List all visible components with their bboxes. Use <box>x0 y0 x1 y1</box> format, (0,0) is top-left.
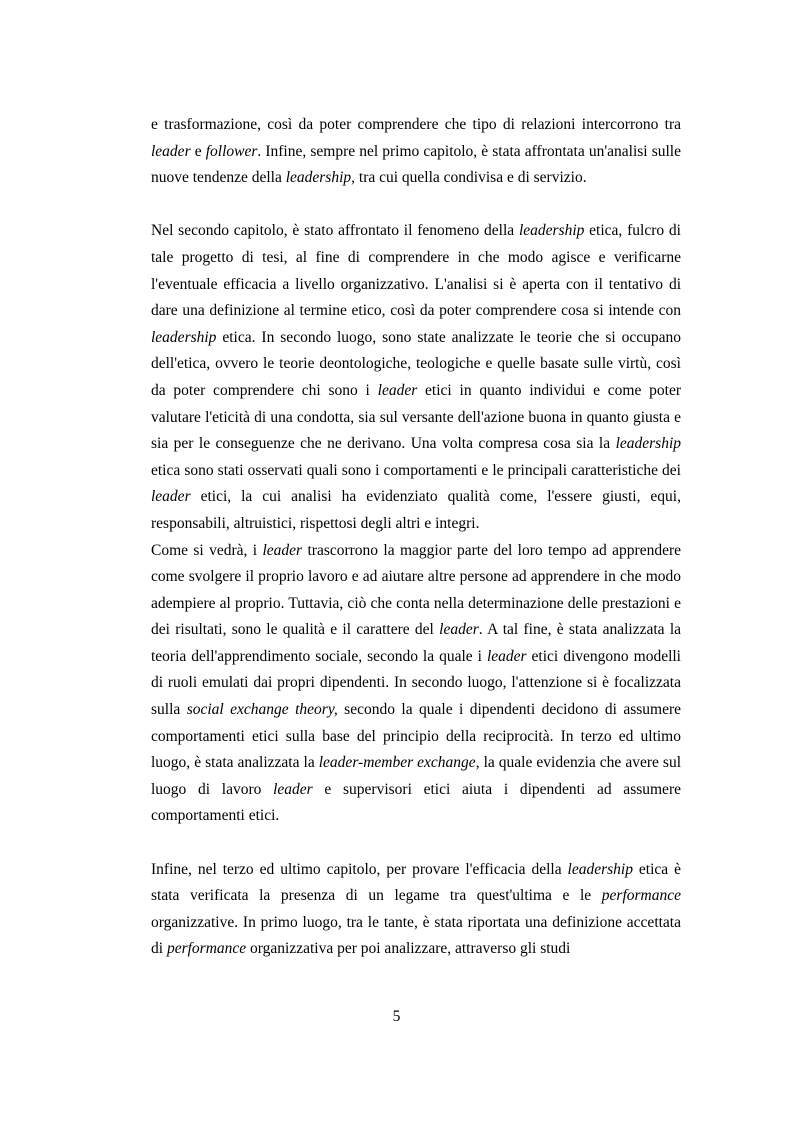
italic-term: leadership <box>615 435 681 453</box>
italic-term: social exchange theory, <box>186 701 338 719</box>
text-run: etici in quanto individui e come poter valutare l'eticità di una condotta, sia sul versante dell'azione buona in quanto giusta e sia per le conseguenze che ne derivano. Una volta compresa cosa sia la <box>151 381 681 453</box>
text-run: etica sono stati osservati quali sono i comportamenti e le principali caratteristiche dei <box>151 461 681 479</box>
text-run: . Infine, sempre nel primo capitolo, è stata affrontata un'analisi sulle nuove tendenze della <box>151 142 681 187</box>
text-run: , tra cui quella condivisa e di servizio. <box>351 169 587 187</box>
paragraph-4 <box>151 857 681 963</box>
italic-term: leadership <box>518 222 585 240</box>
paragraph-3 <box>151 538 681 831</box>
italic-term: leader <box>486 647 527 665</box>
text-run: organizzativa per poi analizzare, attraverso gli studi <box>246 940 571 958</box>
text-run: e supervisori etici aiuta i dipendenti ad assumere comportamenti etici. <box>151 780 681 825</box>
text-run: Nel secondo capitolo, è stato affrontato il fenomeno della <box>151 222 519 240</box>
text-run: , la quale evidenzia che avere sul luogo di lavoro <box>151 754 682 798</box>
italic-term: leader-member exchange <box>318 754 476 772</box>
text-run: etica è stata verificata la presenza di un legame tra quest'ultima e le <box>151 860 682 905</box>
body-text <box>151 112 681 963</box>
text-run: secondo la quale i dipendenti decidono di assumere comportamenti etici sulla base del principio della reciprocità. In terzo ed ultimo luogo, è stata analizzata la <box>151 701 682 772</box>
italic-term: leader <box>273 780 313 798</box>
paragraph-2 <box>151 218 681 537</box>
italic-term: performance <box>601 887 681 905</box>
text-run: e trasformazione, così da poter comprendere che tipo di relazioni intercorrono tra <box>151 116 681 133</box>
page-number: 5 <box>392 1008 401 1025</box>
italic-term: leader <box>262 541 303 559</box>
italic-term: leader <box>439 621 479 639</box>
italic-term: follower <box>205 142 258 160</box>
text-run: etici, la cui analisi ha evidenziato qualità come, l'essere giusti, equi, responsabili, altruistici, rispettosi degli altri e integri. <box>151 488 681 532</box>
text-run: trascorrono la maggior parte del loro tempo ad apprendere come svolgere il proprio lavoro e ad aiutare altre persone ad apprendere in che modo adempiere al proprio. Tuttavia, ciò che conta nella determinazione delle prestazioni e dei risultati, sono le qualità e il carattere del <box>151 541 681 639</box>
italic-term: leadership <box>567 860 633 878</box>
text-run: Infine, nel terzo ed ultimo capitolo, per provare l'efficacia della <box>151 860 568 878</box>
text-run: e <box>190 142 206 160</box>
text-run: etica. In secondo luogo, sono state analizzate le teorie che si occupano dell'etica, ovvero le teorie deontologiche, teologiche e quelle basate sulle virtù, così da poter comprendere chi sono i <box>151 328 681 399</box>
text-run: organizzative. In primo luogo, tra le tante, è stata riportata una definizione accettata di <box>151 913 681 958</box>
italic-term: leadership <box>285 169 352 187</box>
italic-term: leader <box>151 488 191 506</box>
text-run: etica, fulcro di tale progetto di tesi, al fine di comprendere in che modo agisce e verificarne l'eventuale efficacia a livello organizzativo. L'analisi si è aperta con il tentativo di dare una definizione al termine etico, così da poter comprendere cosa si intende con <box>151 222 681 320</box>
italic-term: leadership <box>151 328 217 346</box>
text-run: etici divengono modelli di ruoli emulati dai propri dipendenti. In secondo luogo, l'attenzione si è focalizzata sulla <box>151 647 681 719</box>
italic-term: performance <box>166 940 247 958</box>
italic-term: leader <box>151 142 191 160</box>
paragraph-1 <box>151 112 681 192</box>
text-run: . A tal fine, è stata analizzata la teoria dell'apprendimento sociale, secondo la quale i <box>151 621 682 665</box>
italic-term: leader <box>377 381 418 399</box>
text-run: Come si vedrà, i <box>151 541 263 559</box>
